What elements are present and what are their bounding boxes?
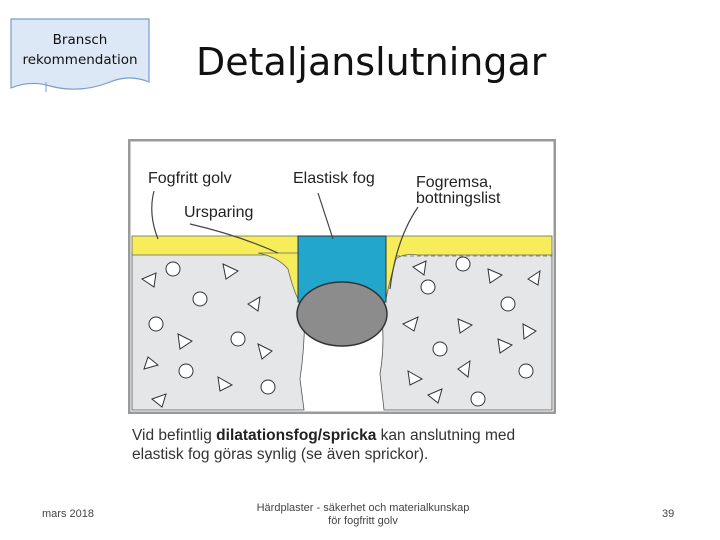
page-title: Detaljanslutningar <box>196 40 547 84</box>
backer-rod <box>297 282 387 346</box>
footer-title-line-1: Härdplaster - säkerhet och materialkunskap <box>256 502 470 514</box>
footer-title-line-2: för fogfritt golv <box>328 515 398 527</box>
caption-part-1: Vid befintlig <box>132 427 217 444</box>
caption-line-2: elastisk fog göras synlig (se även sprickor). <box>132 446 429 463</box>
figure-caption <box>132 426 562 464</box>
footer-title <box>238 502 488 528</box>
badge-line-2: rekommendation <box>22 52 138 68</box>
label-joint: Elastisk fog <box>293 170 375 187</box>
badge-text <box>10 30 150 70</box>
caption-part-2: kan anslutning med <box>376 427 516 444</box>
concrete-left <box>132 253 305 410</box>
badge-line-1: Bransch <box>52 32 108 48</box>
category-badge <box>10 18 150 92</box>
joint-diagram <box>128 139 556 414</box>
label-strip-1: Fogremsa, <box>416 174 493 191</box>
page-number: 39 <box>662 508 675 520</box>
label-floor: Fogfritt golv <box>148 170 232 187</box>
joint-diagram-svg <box>128 139 556 414</box>
caption-bold: dilatationsfog/spricka <box>216 427 377 444</box>
label-recess: Ursparing <box>184 204 254 221</box>
footer-date: mars 2018 <box>42 508 94 520</box>
label-strip-2: bottningslist <box>416 190 501 207</box>
